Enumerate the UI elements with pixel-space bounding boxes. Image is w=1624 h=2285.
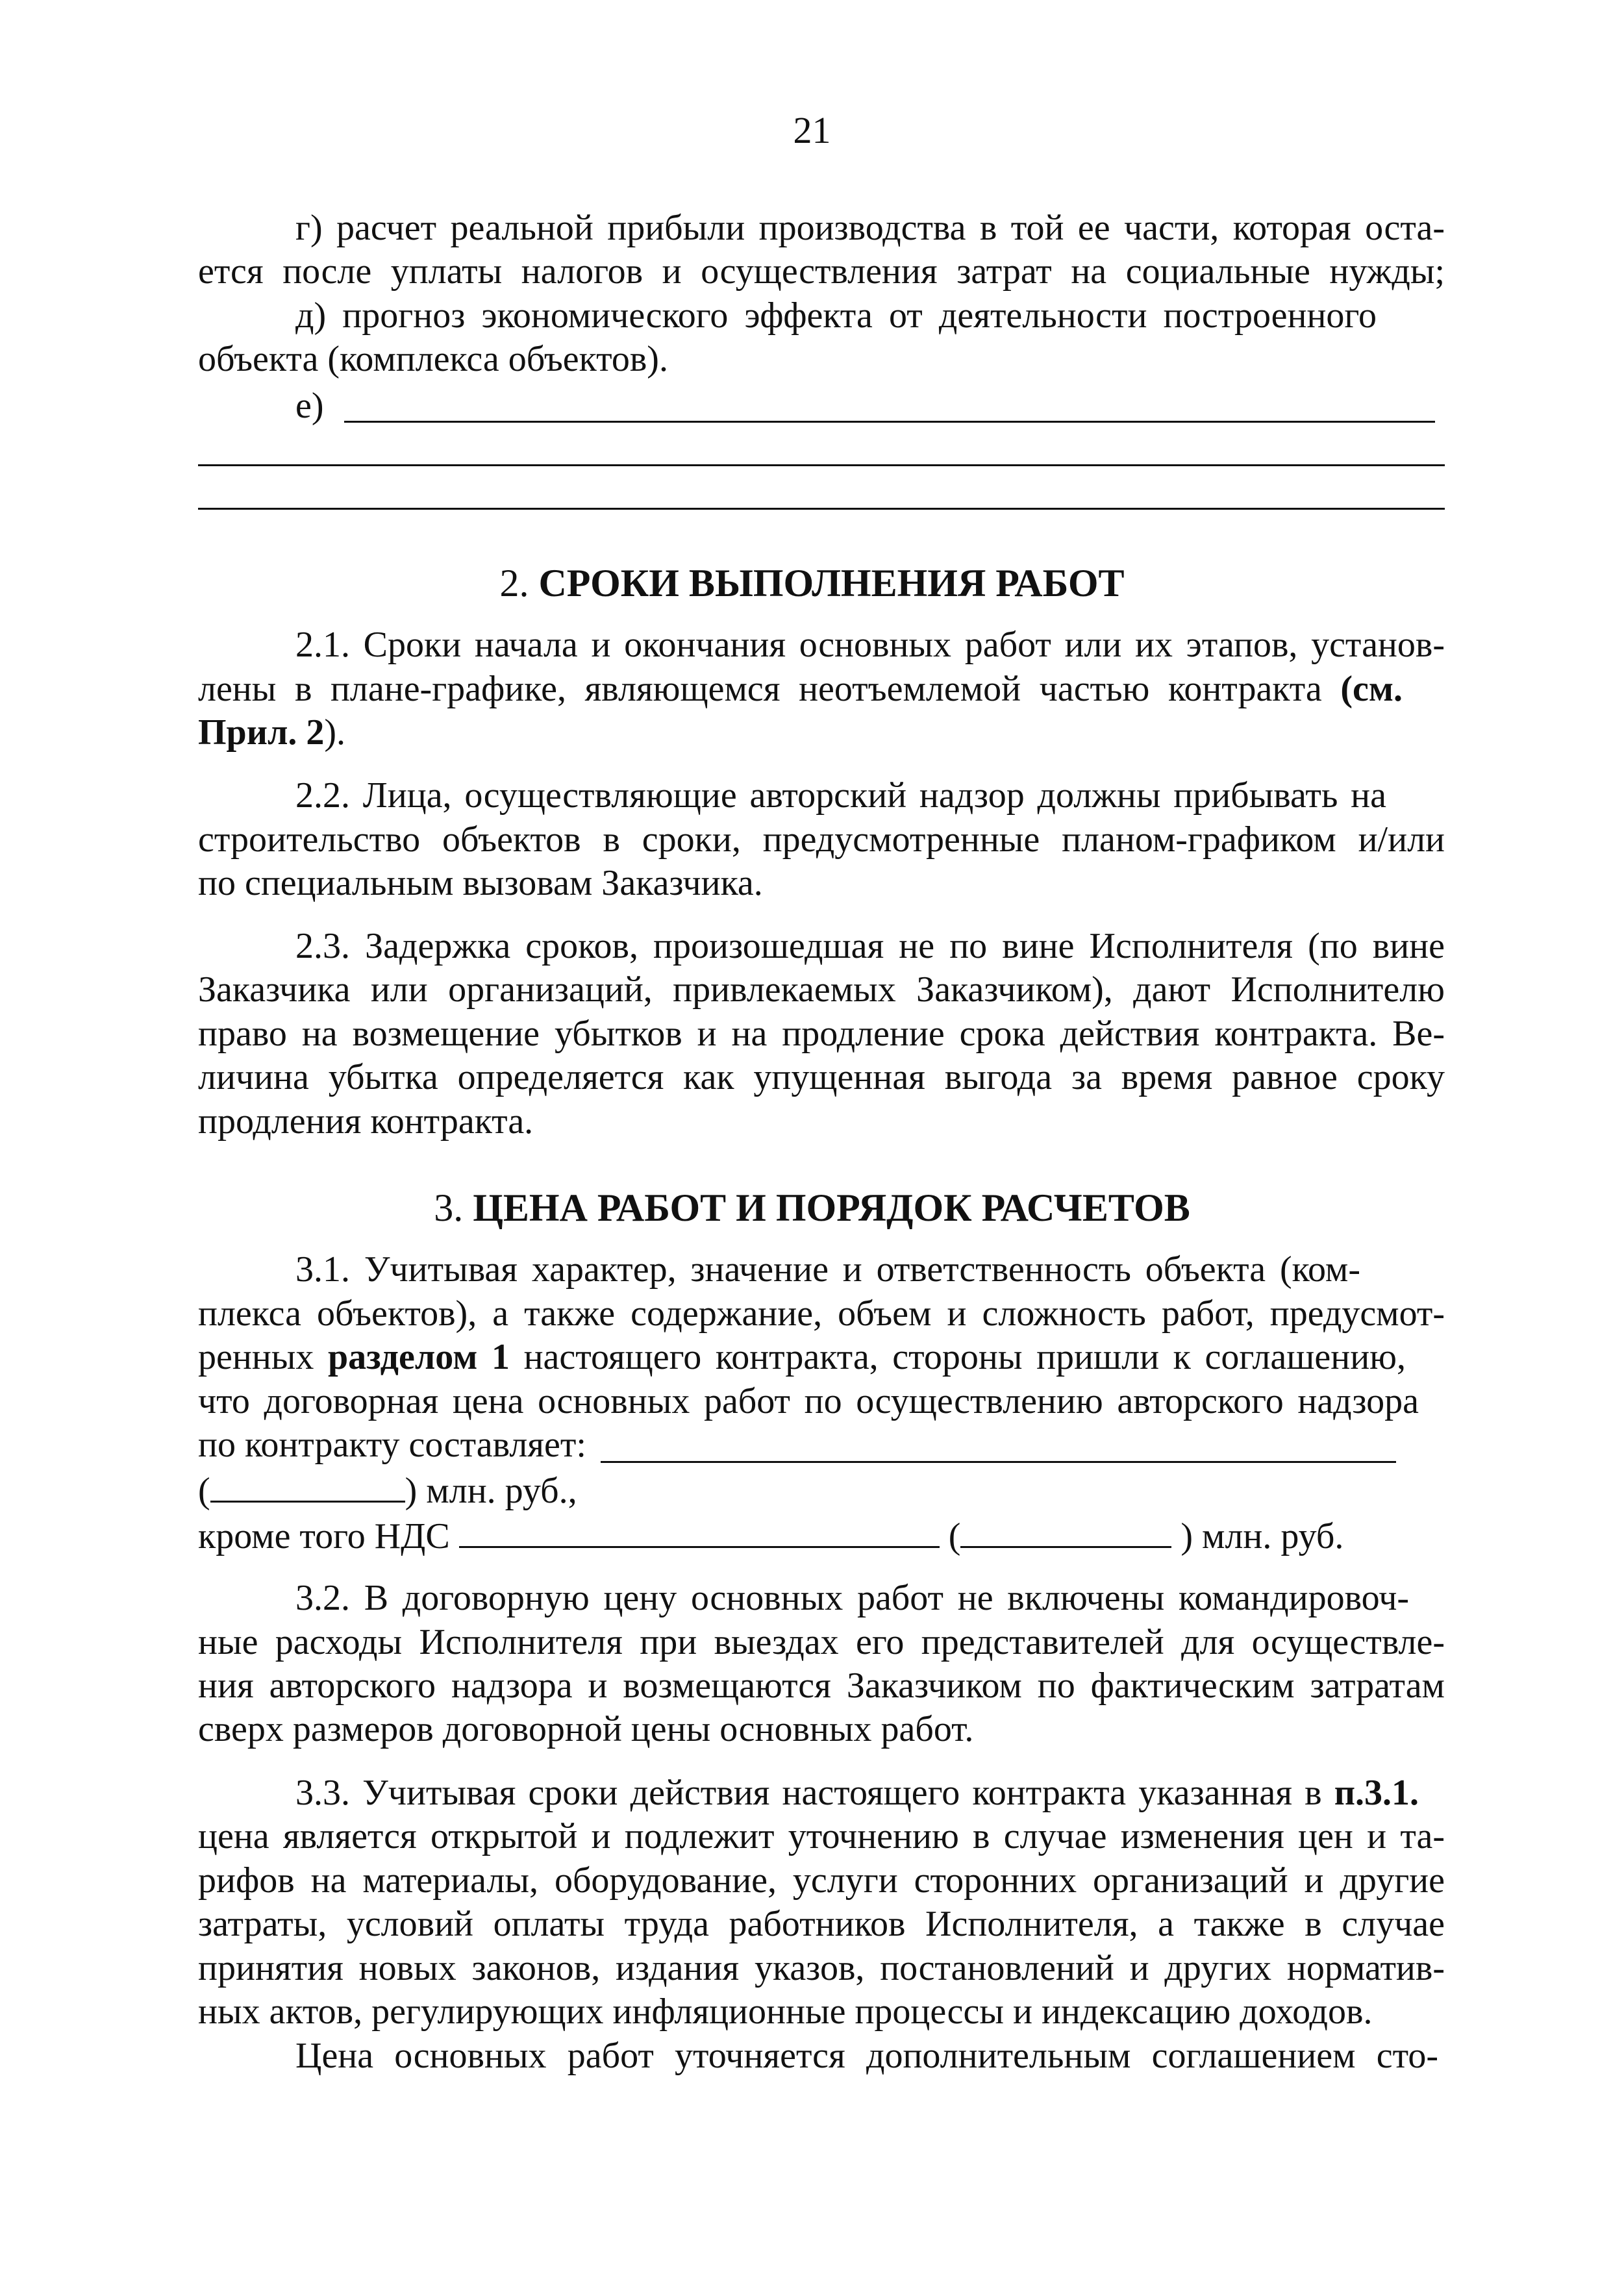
section-2-heading <box>0 560 1624 606</box>
price-clarification-line-1: Цена основных работ уточняется дополнительным соглашением сто- <box>295 2036 1438 2076</box>
section-3-title: ЦЕНА РАБОТ И ПОРЯДОК РАСЧЕТОВ <box>473 1186 1190 1229</box>
clause-2-1-line-3-text: ). <box>324 712 346 753</box>
clause-3-1-line-2: плекса объектов), а также содержание, объем и сложность работ, предусмот- <box>198 1293 1445 1334</box>
blank-line-2[interactable] <box>198 464 1445 466</box>
item-d-line-1: д) прогноз экономического эффекта от деятельности построенного <box>295 295 1377 336</box>
item-e-label: е) <box>295 386 324 426</box>
clause-2-1-line-2-text: лены в плане-графике, являющемся неотъемлемой частью контракта <box>198 669 1341 709</box>
nds-amount-blank[interactable] <box>459 1512 940 1548</box>
clause-3-3-ref: п.3.1. <box>1334 1773 1419 1813</box>
nds-label: кроме того НДС <box>198 1516 450 1556</box>
clause-3-1-line-3 <box>198 1336 1406 1379</box>
clause-2-2-line-3: по специальным вызовам Заказчика. <box>198 863 763 903</box>
contract-price-blank[interactable] <box>601 1461 1396 1463</box>
clause-3-3-line-6: ных актов, регулирующих инфляционные процессы и индексацию доходов. <box>198 1992 1373 2032</box>
item-d-line-2: объекта (комплекса объектов). <box>198 339 668 379</box>
clause-2-1-line-3 <box>198 711 345 754</box>
clause-3-1-price-line <box>198 1467 577 1512</box>
clause-2-2-line-2: строительство объектов в сроки, предусмотренные планом-графиком и/или <box>198 819 1445 860</box>
clause-2-2-line-1: 2.2. Лица, осуществляющие авторский надзор должны прибывать на <box>295 775 1386 816</box>
clause-3-3-line-2: цена является открытой и подлежит уточнению в случае изменения цен и та- <box>198 1816 1445 1856</box>
price-unit: ) млн. руб., <box>405 1471 577 1511</box>
clause-2-3-line-2: Заказчика или организаций, привлекаемых Заказчиком), дают Исполнителю <box>198 969 1445 1010</box>
nds-words-blank[interactable] <box>960 1512 1171 1548</box>
clause-3-1-line-4: что договорная цена основных работ по осуществлению авторского надзора <box>198 1381 1419 1421</box>
clause-3-1-line-1: 3.1. Учитывая характер, значение и ответственность объекта (ком- <box>295 1249 1360 1290</box>
item-g-line-2: ется после уплаты налогов и осуществления затрат на социальные нужды; <box>198 251 1445 292</box>
clause-3-1-section-ref: разделом 1 <box>328 1337 510 1377</box>
clause-3-1-nds-line <box>198 1512 1343 1558</box>
clause-3-1-line-5: по контракту составляет: <box>198 1425 586 1465</box>
price-words-blank[interactable] <box>210 1467 405 1503</box>
section-3-number: 3. <box>434 1186 464 1229</box>
clause-2-1-see-ref: (см. <box>1340 669 1403 709</box>
clause-3-2-line-2: ные расходы Исполнителя при выездах его представителей для осуществле- <box>198 1622 1445 1662</box>
clause-3-3-line-5: принятия новых законов, издания указов, постановлений и других норматив- <box>198 1948 1445 1988</box>
nds-open-paren: ( <box>948 1516 961 1556</box>
item-e-blank-line[interactable] <box>344 421 1435 423</box>
clause-3-1-line-3-c: настоящего контракта, стороны пришли к соглашению, <box>509 1337 1406 1377</box>
clause-2-3-line-5: продления контракта. <box>198 1101 534 1142</box>
price-open-paren: ( <box>198 1471 210 1511</box>
blank-line-3[interactable] <box>198 508 1445 510</box>
clause-2-1-line-2 <box>198 668 1403 710</box>
section-2-title: СРОКИ ВЫПОЛНЕНИЯ РАБОТ <box>538 562 1125 605</box>
clause-3-3-line-1 <box>295 1771 1419 1814</box>
clause-2-1-appendix-ref: Прил. 2 <box>198 712 325 753</box>
clause-3-2-line-4: сверх размеров договорной цены основных работ. <box>198 1709 974 1749</box>
section-3-heading <box>0 1185 1624 1230</box>
clause-2-3-line-1: 2.3. Задержка сроков, произошедшая не по вине Исполнителя (по вине <box>295 926 1445 966</box>
section-2-number: 2. <box>499 562 529 605</box>
item-g-line-1: г) расчет реальной прибыли производства в той ее части, которая оста- <box>295 208 1445 248</box>
clause-2-3-line-4: личина убытка определяется как упущенная выгода за время равное сроку <box>198 1057 1445 1097</box>
clause-2-3-line-3: право на возмещение убытков и на продление срока действия контракта. Ве- <box>198 1014 1445 1054</box>
clause-3-2-line-3: ния авторского надзора и возмещаются Заказчиком по фактическим затратам <box>198 1666 1445 1706</box>
clause-3-3-line-4: затраты, условий оплаты труда работников Исполнителя, а также в случае <box>198 1904 1445 1944</box>
nds-unit: ) млн. руб. <box>1181 1516 1344 1556</box>
clause-3-3-line-1-text: 3.3. Учитывая сроки действия настоящего контракта указанная в <box>295 1773 1334 1813</box>
clause-2-1-line-1: 2.1. Сроки начала и окончания основных работ или их этапов, установ- <box>295 625 1445 665</box>
page-number: 21 <box>793 109 831 151</box>
clause-3-1-line-3-a: ренных <box>198 1337 329 1377</box>
clause-3-2-line-1: 3.2. В договорную цену основных работ не включены командировоч- <box>295 1578 1409 1618</box>
clause-3-3-line-3: рифов на материалы, оборудование, услуги сторонних организаций и другие <box>198 1860 1445 1901</box>
